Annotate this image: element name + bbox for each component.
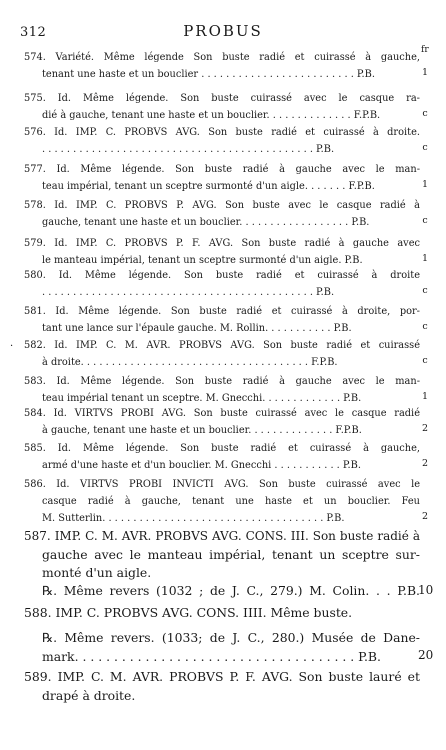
- entry-line: gauche, tenant une haste et un bouclier. . . . . . . . . . . . . . . . . . P.B.: [42, 217, 370, 228]
- entry-line: 574. Variété. Même légende Son buste radié et cuirassé à gauche,: [24, 52, 420, 63]
- entry-line: 576. Id. IMP. C. PROBVS AVG. Son buste radié et cuirassé à droite.: [24, 127, 420, 138]
- catalog-entry-575: [24, 90, 420, 124]
- rarity-value: 1: [421, 253, 429, 264]
- catalog-entry-581: [24, 303, 420, 337]
- catalog-entry-578: [24, 197, 420, 231]
- rarity-value: 1: [421, 391, 429, 402]
- entry-line: gauche avec le manteau impérial, tenant un sceptre sur-: [42, 546, 420, 562]
- entry-line: 577. Id. Même légende. Son buste radié à gauche avec le man-: [24, 164, 420, 175]
- entry-line: dié à gauche, tenant une haste et un bouclier. . . . . . . . . . . . . . F.P.B.: [42, 110, 381, 121]
- catalog-entry-589: [24, 668, 420, 705]
- rarity-value: c: [422, 215, 428, 226]
- entry-line: teau impérial, tenant un sceptre surmonté d'un aigle. . . . . . . F.P.B.: [42, 181, 375, 192]
- entry-line: casque radié à gauche, tenant une haste et un bouclier. Feu: [42, 496, 420, 507]
- entry-line: . . . . . . . . . . . . . . . . . . . . . . . . . . . . . . . . . . . . . . . . . . . . P.B.: [42, 144, 335, 155]
- rarity-value: 2: [421, 511, 429, 522]
- catalog-entry-583: [24, 373, 420, 407]
- catalog-entry-588: [24, 604, 420, 623]
- entry-line: ℞. Même revers. (1033; de J. C., 280.) Musée de Dane-: [42, 630, 420, 645]
- catalog-entry-579: [24, 235, 420, 269]
- entry-line: drapé à droite.: [42, 687, 136, 703]
- entry-line: 585. Id. Même légende. Son buste radié et cuirassé à gauche,: [24, 443, 420, 454]
- catalog-entry-587: [24, 527, 420, 583]
- entry-line: armé d'une haste et d'un bouclier. M. Gnecchi . . . . . . . . . . . P.B.: [42, 460, 361, 471]
- margin-bullet: ·: [10, 341, 14, 352]
- entry-line: tenant une haste et un bouclier . . . . . . . . . . . . . . . . . . . . . . . . . P.B.: [42, 69, 375, 80]
- entry-line: 586. Id. VIRTVS PROBI INVICTI AVG. Son buste cuirassé avec le: [24, 479, 420, 490]
- catalog-entry-586: [24, 476, 420, 527]
- catalog-entry-580: [24, 267, 420, 301]
- entry-line: 579. Id. IMP. C. PROBVS P. F. AVG. Son buste radié à gauche avec: [24, 238, 420, 249]
- catalog-entry-584: [24, 405, 420, 439]
- reverse-entry-1032: [24, 582, 420, 601]
- entry-line: 582. Id. IMP. C. M. AVR. PROBVS AVG. Son buste radié et cuirassé: [24, 340, 420, 351]
- entry-line: 584. Id. VIRTVS PROBI AVG. Son buste cuirassé avec le casque radié: [24, 408, 420, 419]
- catalog-entry-576: [24, 124, 420, 158]
- catalog-entry-577: [24, 161, 420, 195]
- rarity-value: 2: [421, 423, 429, 434]
- entry-line: 575. Id. Même légende. Son buste cuirassé avec le casque ra-: [24, 93, 420, 104]
- entry-line: à droite. . . . . . . . . . . . . . . . . . . . . . . . . . . . . . . . . . . . . F.P.B.: [42, 357, 338, 368]
- entry-line: monté d'un aigle.: [42, 565, 152, 580]
- entry-line: teau impérial tenant un sceptre. M. Gnecchi. . . . . . . . . . . . . P.B.: [42, 393, 362, 404]
- running-title: PROBUS: [183, 22, 263, 40]
- entry-line: 581. Id. Même légende. Son buste radié et cuirassé à droite, por-: [24, 306, 420, 317]
- rarity-value: c: [422, 285, 428, 296]
- rarity-value: c: [422, 355, 428, 366]
- page-number: 312: [20, 25, 47, 40]
- entry-line: mark. . . . . . . . . . . . . . . . . . . . . . . . . . . . . . . . . . . . P.B.: [42, 648, 381, 664]
- rarity-value: 1: [421, 179, 429, 190]
- rarity-value: c: [422, 142, 428, 153]
- rarity-value: c: [422, 108, 428, 119]
- column-label: fr: [421, 45, 429, 55]
- entry-line: ℞. Même revers (1032 ; de J. C., 279.) M. Colin. . . P.B.: [42, 583, 420, 598]
- entry-line: 587. IMP. C. M. AVR. PROBVS AVG. CONS. III. Son buste radié à: [24, 529, 420, 543]
- entry-line: à gauche, tenant une haste et un bouclier. . . . . . . . . . . . . . F.P.B.: [42, 425, 362, 436]
- entry-line: 583. Id. Même légende. Son buste radié à gauche avec le man-: [24, 376, 420, 387]
- rarity-value: 1: [421, 67, 429, 78]
- entry-line: . . . . . . . . . . . . . . . . . . . . . . . . . . . . . . . . . . . . . . . . . . . . P.B.: [42, 287, 335, 298]
- reverse-entry-1033: [24, 629, 420, 666]
- entry-line: 578. Id. IMP. C. PROBVS P. AVG. Son buste avec le casque radié à: [24, 200, 420, 211]
- entry-line: 589. IMP. C. M. AVR. PROBVS P. F. AVG. Son buste lauré et: [24, 669, 420, 684]
- rarity-value: c: [422, 321, 428, 332]
- catalog-entry-582: [24, 337, 420, 371]
- catalog-entry-574: [24, 49, 420, 83]
- entry-line: 588. IMP. C. PROBVS AVG. CONS. IIII. Même buste.: [24, 605, 353, 620]
- entry-line: M. Sutterlin. . . . . . . . . . . . . . . . . . . . . . . . . . . . . . . . . . . . P.B.: [42, 513, 345, 524]
- entry-line: 580. Id. Même légende. Son buste radié et cuirassé à droite: [24, 270, 420, 281]
- entry-line: tant une lance sur l'épaule gauche. M. Rollin. . . . . . . . . . . P.B.: [42, 323, 352, 334]
- rarity-value: 10: [418, 583, 434, 597]
- rarity-value: 20: [418, 648, 434, 662]
- entry-line: le manteau impérial, tenant un sceptre surmonté d'un aigle. P.B.: [42, 255, 363, 266]
- rarity-value: 2: [421, 458, 429, 469]
- catalog-entry-585: [24, 440, 420, 474]
